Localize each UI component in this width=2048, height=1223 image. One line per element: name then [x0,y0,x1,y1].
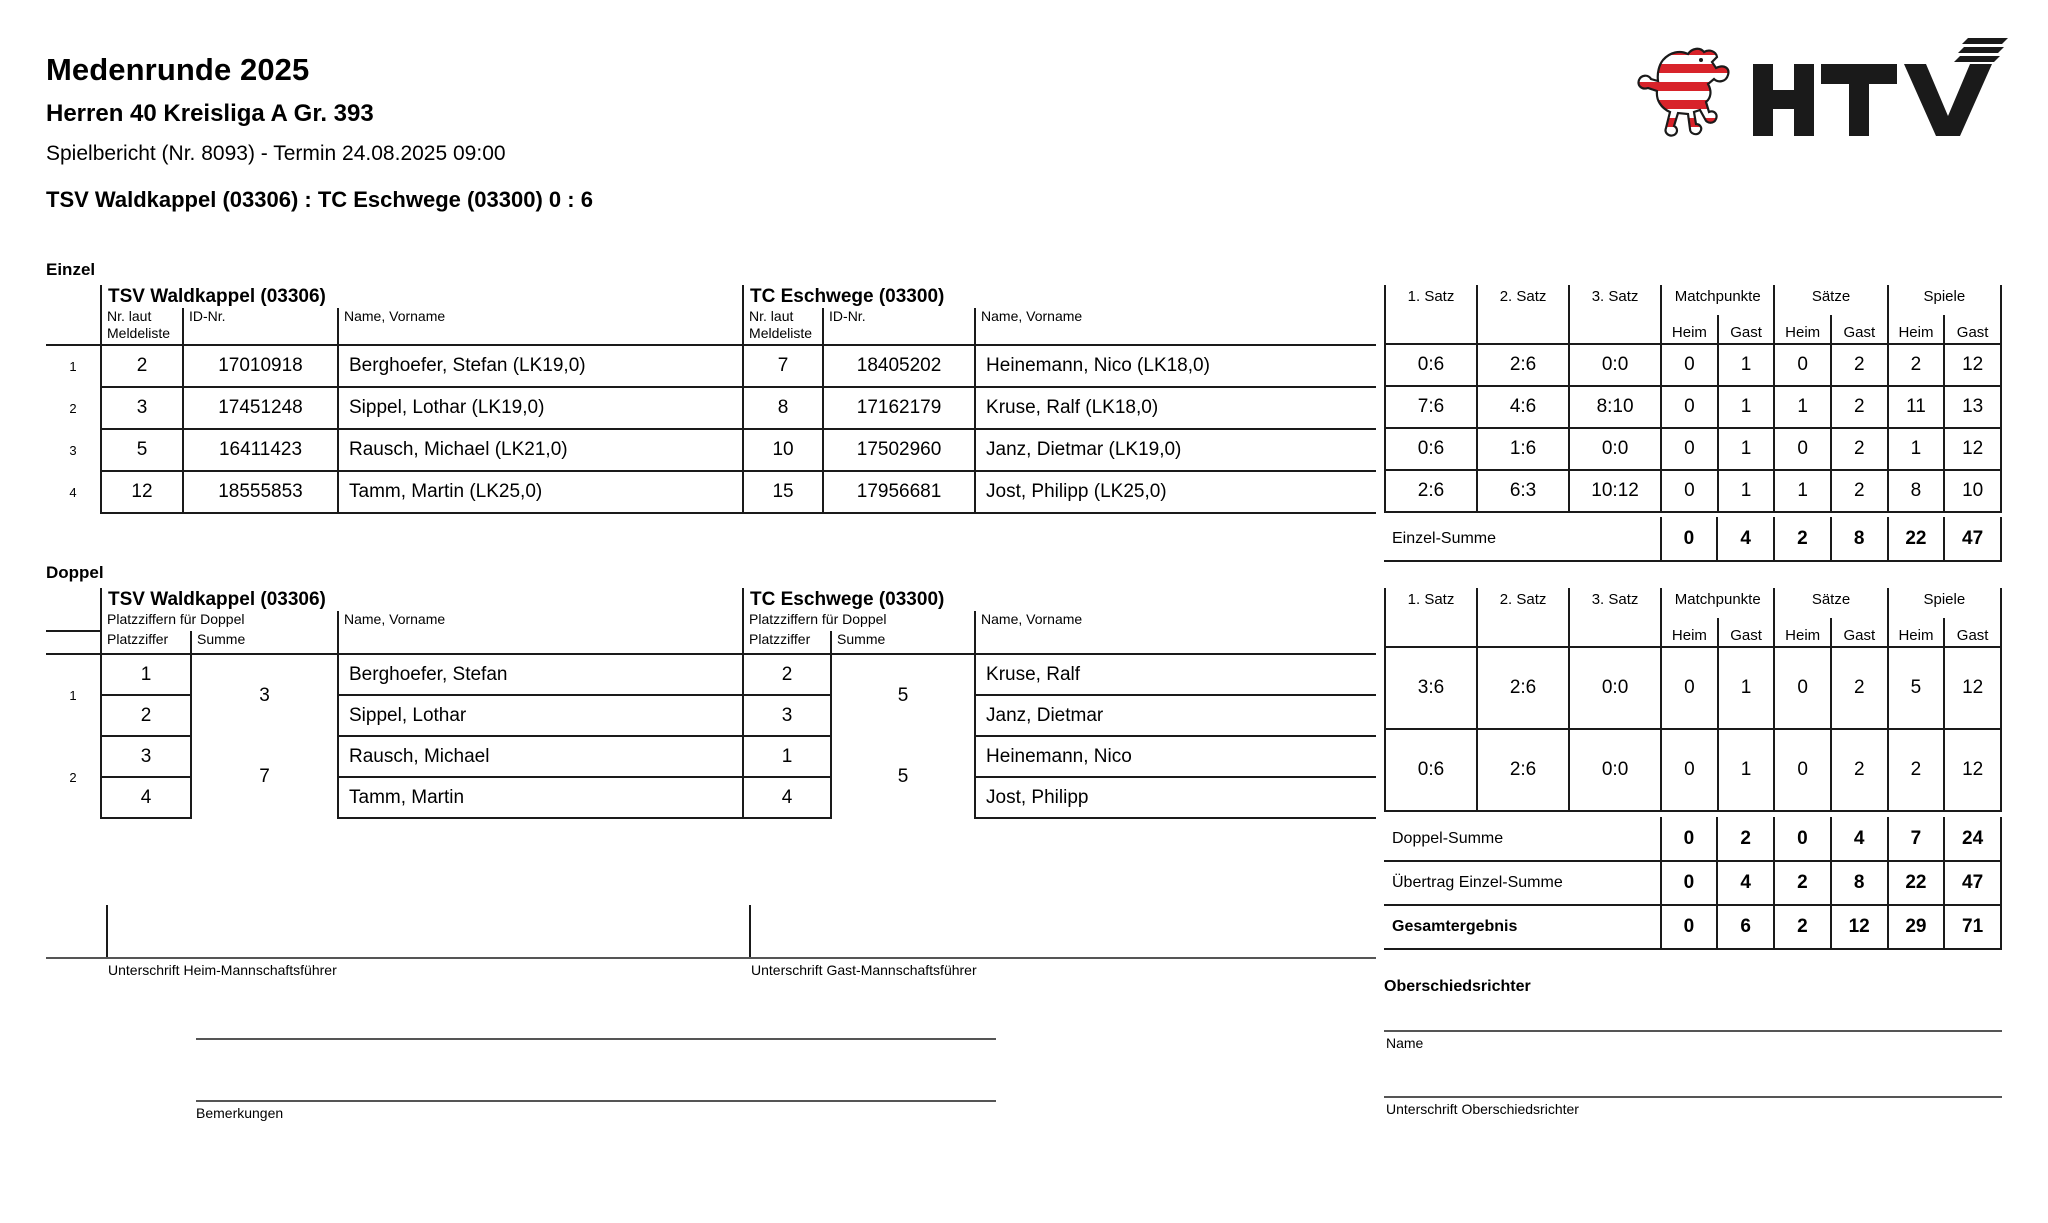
col-header-name-home: Name, Vorname [338,308,743,345]
summary-saetze-heim: 0 [1774,817,1831,861]
summary-spiele-heim: 22 [1888,861,1945,905]
guest-player-name: Kruse, Ralf [975,654,1376,695]
guest-id: 17162179 [823,387,975,429]
home-player-name: Tamm, Martin (LK25,0) [338,471,743,513]
bemerkungen-rule-top [196,1038,996,1040]
col-meldeliste-line2-guest: Meldeliste [749,324,813,341]
col-header-platzziffer-home: Platzziffer [101,631,191,654]
spiele-gast: 12 [1944,428,2001,470]
guest-player-name: Heinemann, Nico [975,736,1376,777]
guest-nr: 8 [743,387,823,429]
home-player-name: Sippel, Lothar [338,695,743,736]
home-nr: 2 [101,345,183,387]
home-nr: 5 [101,429,183,471]
col-header-nr-home [101,308,183,345]
summary-spiele-heim: 7 [1888,817,1945,861]
col-header-summe-home: Summe [191,631,338,654]
oberschiedsrichter-name-rule [1384,1030,2002,1032]
summary-saetze-heim: 2 [1774,517,1831,561]
mp-gast: 1 [1718,386,1775,428]
set1: 0:6 [1385,344,1477,386]
summary-label: Doppel-Summe [1384,817,1661,861]
mp-gast: 1 [1718,470,1775,512]
table-row [46,345,1376,387]
guest-nr: 7 [743,345,823,387]
spiele-gast: 12 [1944,729,2001,811]
guest-player-name: Jost, Philipp [975,777,1376,818]
col-header-matchpunkte: Matchpunkte [1674,591,1761,608]
col-nr-laut-line1-guest: Nr. laut [749,308,794,324]
spiele-gast: 10 [1944,470,2001,512]
summary-saetze-gast: 4 [1831,817,1888,861]
summary-spiele-gast: 47 [1944,517,2001,561]
report-info: Spielbericht (Nr. 8093) - Termin 24.08.2025 09:00 [46,141,506,165]
table-row [46,736,1376,777]
row-index: 1 [69,688,77,703]
summary-row-einzel [1384,517,2001,561]
summary-spiele-gast: 47 [1944,861,2001,905]
row-index: 3 [69,442,77,458]
home-platzziffer: 2 [101,695,191,736]
mp-gast: 1 [1718,647,1775,729]
summary-label: Gesamtergebnis [1384,905,1661,949]
home-nr: 3 [101,387,183,429]
col-header-saetze: Sätze [1774,588,1887,618]
spacer-cell [1385,618,1477,647]
spiele-heim: 1 [1888,428,1945,470]
col-header-name-home-d: Name, Vorname [338,611,743,654]
htv-wordmark [1753,38,2008,136]
summary-mp-gast: 6 [1717,905,1774,949]
spacer-cell [46,631,101,654]
guest-player-name: Janz, Dietmar (LK19,0) [975,429,1376,471]
oberschiedsrichter-signature-rule [1384,1096,2002,1098]
col-nr-laut-line1: Nr. laut [107,308,152,324]
set2: 2:6 [1477,344,1569,386]
summary-row-gesamt [1384,905,2001,949]
match-result-line: TSV Waldkappel (03306) : TC Eschwege (03300) 0 : 6 [46,186,593,212]
guest-platzziffer: 1 [743,736,831,777]
bemerkungen-rule-bottom [196,1100,996,1102]
col-header-platzziffern-home: Platzziffern für Doppel [101,611,338,631]
row-index: 1 [69,359,77,374]
signature-rule [46,957,1376,959]
col-header-satz1: 1. Satz [1385,588,1477,618]
home-summe: 7 [191,736,338,818]
guest-summe: 5 [831,654,975,736]
section-label-einzel: Einzel [46,260,96,279]
signature-tick-guest [749,905,751,957]
home-id: 17451248 [183,387,338,429]
guest-platzziffer: 2 [743,654,831,695]
table-row [46,429,1376,471]
set1: 3:6 [1385,647,1477,729]
set2: 2:6 [1477,729,1569,811]
set3: 0:0 [1569,647,1661,729]
guest-platzziffer: 4 [743,777,831,818]
home-summe: 3 [191,654,338,736]
guest-id: 17956681 [823,471,975,513]
set3: 0:0 [1569,344,1661,386]
saetze-heim: 0 [1774,428,1831,470]
section-label-doppel: Doppel [46,563,104,582]
guest-id: 18405202 [823,345,975,387]
set3: 0:0 [1569,428,1661,470]
mp-gast: 1 [1718,344,1775,386]
spacer-cell [46,308,101,345]
col-header-platzziffer-guest: Platzziffer [743,631,831,654]
signature-caption-guest: Unterschrift Gast-Mannschaftsführer [751,962,977,978]
oberschiedsrichter-title: Oberschiedsrichter [1384,978,1531,995]
col-header-saetze: Sätze [1774,285,1887,315]
doppel-players-table [46,588,1376,819]
set1: 0:6 [1385,428,1477,470]
spiele-heim: 2 [1888,344,1945,386]
saetze-heim: 1 [1774,470,1831,512]
col-header-id-guest: ID-Nr. [823,308,975,345]
table-row [1385,344,2001,386]
set1: 2:6 [1385,470,1477,512]
home-player-name: Berghoefer, Stefan (LK19,0) [338,345,743,387]
saetze-gast: 2 [1831,729,1888,811]
einzel-guest-club: TC Eschwege (03300) [743,285,1376,308]
hessian-lion-icon [1628,43,1738,145]
guest-nr: 10 [743,429,823,471]
mp-heim: 0 [1661,647,1718,729]
col-header-platzziffern-guest: Platzziffern für Doppel [743,611,975,631]
mp-heim: 0 [1661,470,1718,512]
saetze-gast: 2 [1831,344,1888,386]
col-header-mp-heim: Heim [1661,315,1718,344]
guest-player-name: Heinemann, Nico (LK18,0) [975,345,1376,387]
summary-saetze-heim: 2 [1774,905,1831,949]
saetze-gast: 2 [1831,428,1888,470]
summary-saetze-gast: 12 [1831,905,1888,949]
spiele-gast: 13 [1944,386,2001,428]
set3: 0:0 [1569,729,1661,811]
saetze-gast: 2 [1831,470,1888,512]
htv-logo-svg [1608,38,2008,148]
bemerkungen-caption: Bemerkungen [196,1105,284,1121]
col-header-matchpunkte: Matchpunkte [1674,288,1761,305]
spiele-heim: 8 [1888,470,1945,512]
col-header-name-guest: Name, Vorname [975,308,1376,345]
home-player-name: Sippel, Lothar (LK19,0) [338,387,743,429]
saetze-heim: 0 [1774,647,1831,729]
saetze-heim: 1 [1774,386,1831,428]
htv-logo [1608,38,2008,148]
col-header-satz3: 3. Satz [1569,588,1661,618]
spacer-cell [1477,618,1569,647]
summary-saetze-gast: 8 [1831,861,1888,905]
col-header-sa-gast: Gast [1831,315,1888,344]
spacer-cell [1477,315,1569,344]
summary-row-uebertrag [1384,861,2001,905]
summary-mp-gast: 2 [1717,817,1774,861]
saetze-gast: 2 [1831,647,1888,729]
home-platzziffer: 3 [101,736,191,777]
col-header-mp-heim: Heim [1661,618,1718,647]
einzel-scores-table [1384,285,2002,513]
mp-gast: 1 [1718,428,1775,470]
spacer-cell [46,611,101,631]
doppel-scores-table [1384,588,2002,812]
col-header-sp-heim: Heim [1888,618,1945,647]
guest-player-name: Kruse, Ralf (LK18,0) [975,387,1376,429]
table-row [46,471,1376,513]
summary-spiele-gast: 24 [1944,817,2001,861]
document-header [46,52,1446,213]
table-row [1385,428,2001,470]
guest-id: 17502960 [823,429,975,471]
home-player-name: Rausch, Michael [338,736,743,777]
row-index: 2 [69,400,77,416]
set2: 2:6 [1477,647,1569,729]
einzel-players-table [46,285,1376,514]
summary-mp-heim: 0 [1661,817,1718,861]
set2: 1:6 [1477,428,1569,470]
spiele-heim: 11 [1888,386,1945,428]
doppel-guest-club: TC Eschwege (03300) [743,588,1376,611]
col-header-sp-gast: Gast [1944,315,2001,344]
summary-mp-heim: 0 [1661,905,1718,949]
set3: 10:12 [1569,470,1661,512]
col-header-nr-guest [743,308,823,345]
summary-saetze-gast: 8 [1831,517,1888,561]
home-platzziffer: 4 [101,777,191,818]
col-header-id-home: ID-Nr. [183,308,338,345]
table-row [46,387,1376,429]
home-nr: 12 [101,471,183,513]
set3: 8:10 [1569,386,1661,428]
guest-nr: 15 [743,471,823,513]
table-row [1385,470,2001,512]
summary-label: Einzel-Summe [1384,517,1661,561]
col-header-satz1: 1. Satz [1385,285,1477,315]
home-platzziffer: 1 [101,654,191,695]
col-header-mp-gast: Gast [1718,618,1775,647]
col-header-sa-gast: Gast [1831,618,1888,647]
summary-spiele-gast: 71 [1944,905,2001,949]
table-row [1385,729,2001,811]
home-id: 18555853 [183,471,338,513]
mp-gast: 1 [1718,729,1775,811]
spiele-heim: 2 [1888,729,1945,811]
spacer-cell [1569,618,1661,647]
home-id: 17010918 [183,345,338,387]
oberschiedsrichter-name-caption: Name [1386,1035,1424,1051]
summary-mp-heim: 0 [1661,861,1718,905]
mp-heim: 0 [1661,729,1718,811]
summary-spiele-heim: 22 [1888,517,1945,561]
signature-tick-home [106,905,108,957]
league-title: Herren 40 Kreisliga A Gr. 393 [46,99,374,127]
saetze-gast: 2 [1831,386,1888,428]
col-header-mp-gast: Gast [1718,315,1775,344]
home-player-name: Rausch, Michael (LK21,0) [338,429,743,471]
signature-caption-home: Unterschrift Heim-Mannschaftsführer [108,962,337,978]
col-header-summe-guest: Summe [831,631,975,654]
spiele-heim: 5 [1888,647,1945,729]
spacer-cell [46,285,101,308]
spiele-gast: 12 [1944,344,2001,386]
guest-player-name: Janz, Dietmar [975,695,1376,736]
set1: 0:6 [1385,729,1477,811]
col-header-satz2: 2. Satz [1477,285,1569,315]
col-header-sp-heim: Heim [1888,315,1945,344]
set2: 4:6 [1477,386,1569,428]
mp-heim: 0 [1661,428,1718,470]
row-index: 4 [69,484,77,500]
mp-heim: 0 [1661,344,1718,386]
summary-table [1384,817,2002,950]
doppel-home-club: TSV Waldkappel (03306) [101,588,743,611]
guest-player-name: Jost, Philipp (LK25,0) [975,471,1376,513]
set2: 6:3 [1477,470,1569,512]
row-index: 2 [69,769,77,785]
summary-mp-heim: 0 [1661,517,1718,561]
table-row [1385,647,2001,729]
summary-row-doppel [1384,817,2001,861]
spiele-gast: 12 [1944,647,2001,729]
col-header-sa-heim: Heim [1774,315,1831,344]
saetze-heim: 0 [1774,729,1831,811]
summary-mp-gast: 4 [1717,861,1774,905]
summary-mp-gast: 4 [1717,517,1774,561]
col-header-satz2: 2. Satz [1477,588,1569,618]
home-id: 16411423 [183,429,338,471]
einzel-summe-table [1384,517,2002,562]
col-header-spiele: Spiele [1888,588,2001,618]
saetze-heim: 0 [1774,344,1831,386]
home-player-name: Tamm, Martin [338,777,743,818]
spacer-cell [46,588,101,611]
col-header-satz3: 3. Satz [1569,285,1661,315]
page-title: Medenrunde 2025 [46,52,310,87]
summary-spiele-heim: 29 [1888,905,1945,949]
table-row [46,654,1376,695]
summary-label: Übertrag Einzel-Summe [1384,861,1661,905]
col-header-name-guest-d: Name, Vorname [975,611,1376,654]
col-header-sa-heim: Heim [1774,618,1831,647]
set1: 7:6 [1385,386,1477,428]
spacer-cell [1385,315,1477,344]
oberschiedsrichter-signature-caption: Unterschrift Oberschiedsrichter [1386,1101,1579,1117]
guest-summe: 5 [831,736,975,818]
spacer-cell [1569,315,1661,344]
summary-saetze-heim: 2 [1774,861,1831,905]
col-header-sp-gast: Gast [1944,618,2001,647]
home-player-name: Berghoefer, Stefan [338,654,743,695]
einzel-home-club: TSV Waldkappel (03306) [101,285,743,308]
mp-heim: 0 [1661,386,1718,428]
guest-platzziffer: 3 [743,695,831,736]
col-header-spiele: Spiele [1888,285,2001,315]
col-meldeliste-line2: Meldeliste [107,324,171,341]
table-row [1385,386,2001,428]
